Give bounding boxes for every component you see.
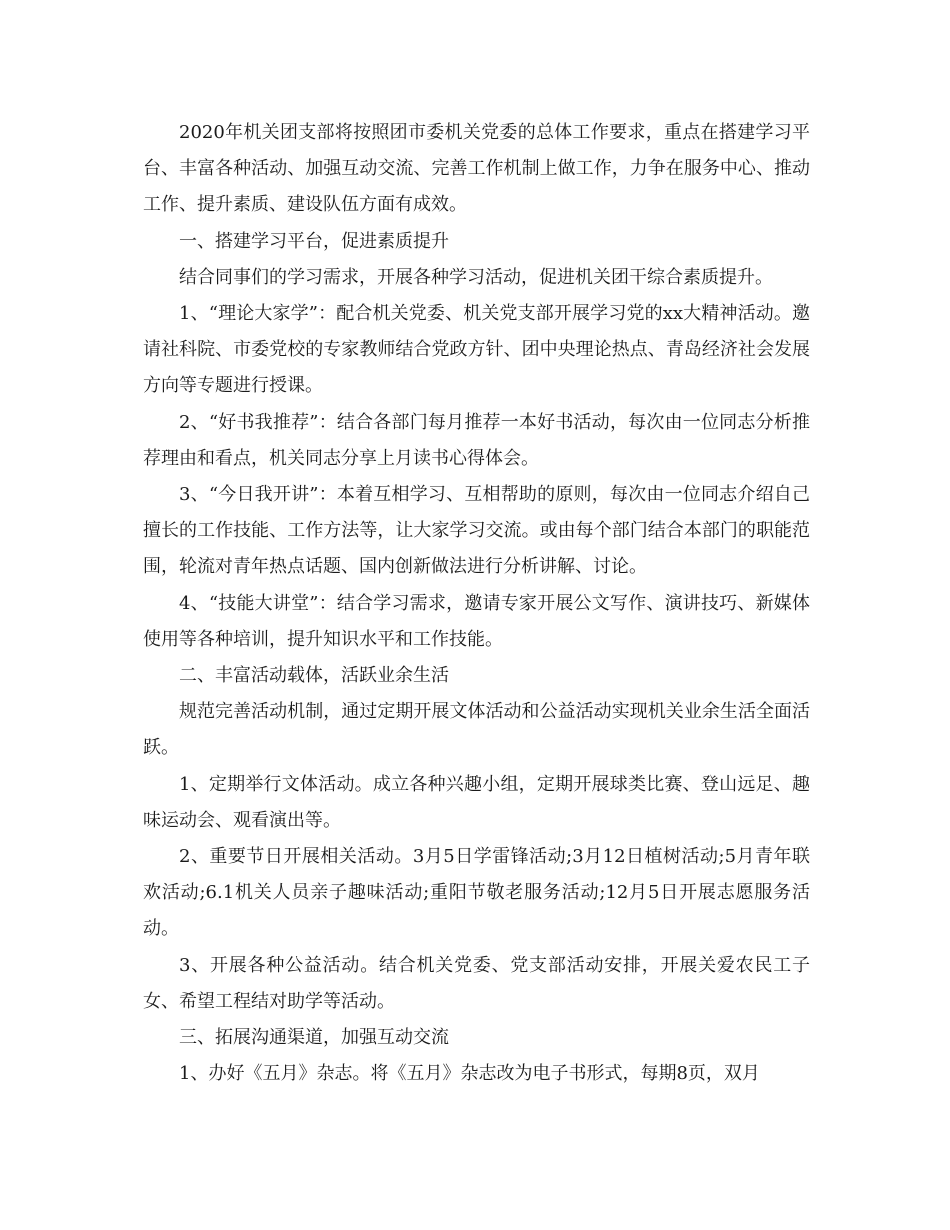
paragraph-section-2-intro: 规范完善活动机制，通过定期开展文体活动和公益活动实现机关业余生活全面活跃。 <box>143 701 810 759</box>
section-heading-3: 三、拓展沟通渠道，加强互动交流 <box>179 1027 449 1049</box>
document-body <box>143 115 810 1092</box>
paragraph-item-1-1: 1、“理论大家学”：配合机关党委、机关党支部开展学习党的xx大精神活动。邀请社科院、市委党校的专家教师结合党政方针、团中央理论热点、青岛经济社会发展方向等专题进行授课。 <box>143 303 810 397</box>
paragraph-section-1-intro: 结合同事们的学习需求，开展各种学习活动，促进机关团干综合素质提升。 <box>179 266 773 288</box>
paragraph-item-1-3: 3、“今日我开讲”：本着互相学习、互相帮助的原则，每次由一位同志介绍自己擅长的工作技能、工作方法等，让大家学习交流。或由每个部门结合本部门的职能范围，轮流对青年热点话题、国内创新做法进行分析讲解、讨论。 <box>143 484 810 578</box>
paragraph-item-3-1: 1、办好《五月》杂志。将《五月》杂志改为电子书形式，每期8页，双月 <box>179 1063 760 1085</box>
paragraph-item-1-4: 4、“技能大讲堂”：结合学习需求，邀请专家开展公文写作、演讲技巧、新媒体使用等各种培训，提升知识水平和工作技能。 <box>143 592 810 650</box>
paragraph-item-2-1: 1、定期举行文体活动。成立各种兴趣小组，定期开展球类比赛、登山远足、趣味运动会、观看演出等。 <box>143 773 810 831</box>
paragraph-item-1-2: 2、“好书我推荐”：结合各部门每月推荐一本好书活动，每次由一位同志分析推荐理由和看点，机关同志分享上月读书心得体会。 <box>143 411 810 469</box>
section-heading-2: 二、丰富活动载体，活跃业余生活 <box>179 665 449 687</box>
paragraph-intro: 2020年机关团支部将按照团市委机关党委的总体工作要求，重点在搭建学习平台、丰富各种活动、加强互动交流、完善工作机制上做工作，力争在服务中心、推动工作、提升素质、建设队伍方面有成效。 <box>143 122 810 216</box>
paragraph-item-2-2: 2、重要节日开展相关活动。3月5日学雷锋活动;3月12日植树活动;5月青年联欢活动;6.1机关人员亲子趣味活动;重阳节敬老服务活动;12月5日开展志愿服务活动。 <box>143 846 810 940</box>
section-heading-1: 一、搭建学习平台，促进素质提升 <box>179 230 449 252</box>
paragraph-item-2-3: 3、开展各种公益活动。结合机关党委、党支部活动安排，开展关爱农民工子女、希望工程结对助学等活动。 <box>143 954 810 1012</box>
